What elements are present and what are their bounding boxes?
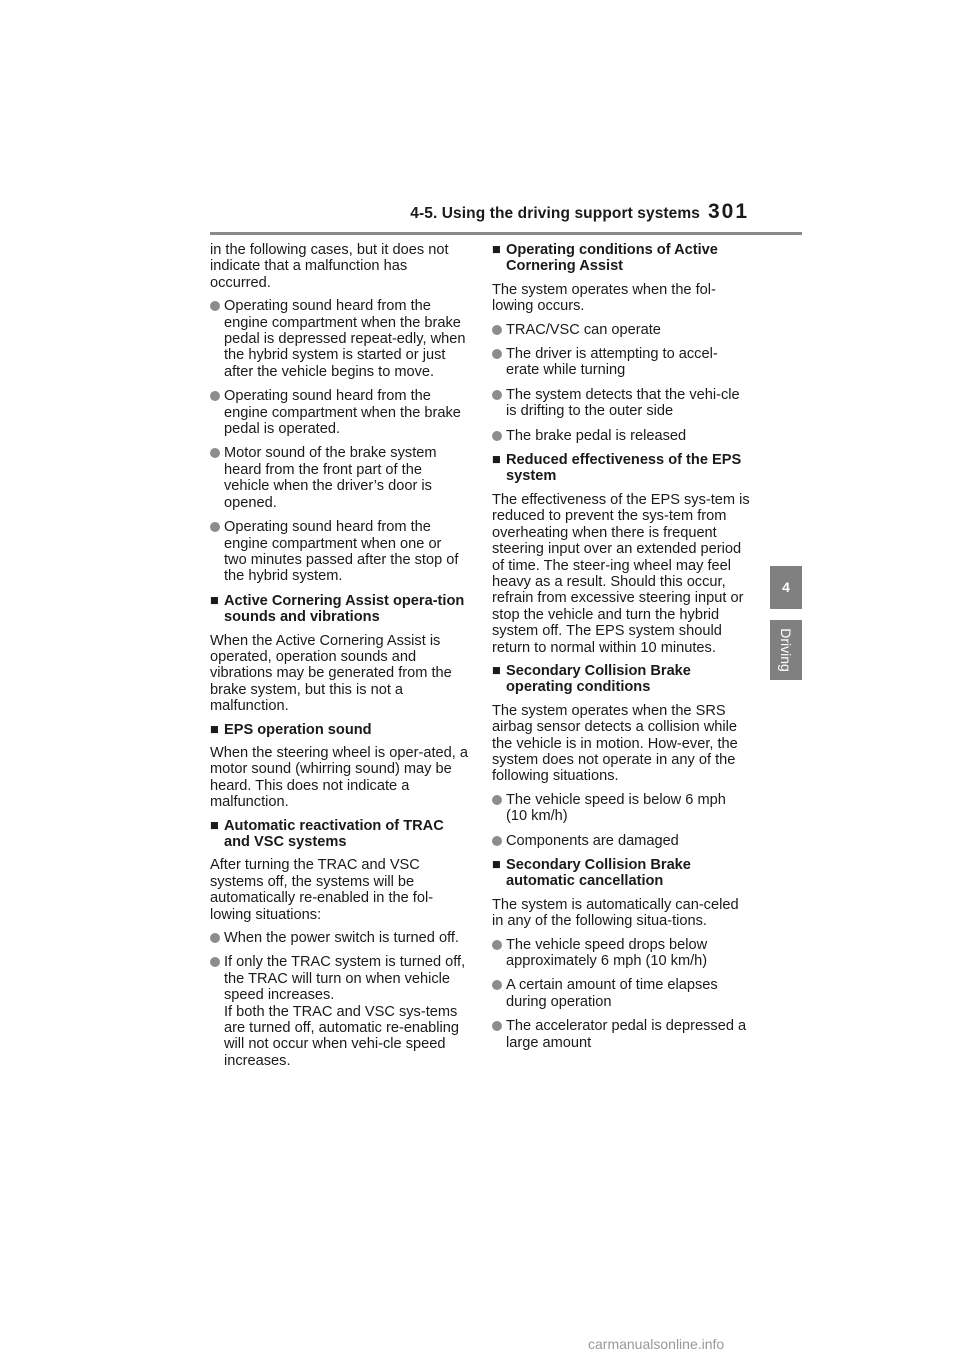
bullet-icon: [492, 349, 502, 359]
chapter-tab-label: [770, 620, 802, 680]
bullet-icon: [492, 325, 502, 335]
square-marker-icon: ■: [210, 817, 219, 834]
header-divider: [210, 232, 802, 235]
section-heading: ■ Secondary Collision Brake automatic cancellation: [492, 857, 691, 890]
body-paragraph: When the Active Cornering Assist is operated, operation sounds and vibrations may be generated from the brake system, but this is not a malfunction.: [210, 632, 452, 715]
body-paragraph: After turning the TRAC and VSC systems off, the systems will be automatically re-enabled in the fol-lowing situations:: [210, 857, 434, 923]
bullet-icon: [492, 795, 502, 805]
list-item: Components are damaged: [492, 833, 750, 849]
bullet-icon: [210, 957, 220, 967]
section-heading: ■ Active Cornering Assist opera-tion sounds and vibrations: [210, 592, 465, 626]
list-item: A certain amount of time elapses during operation: [492, 977, 750, 1010]
list-item: Operating sound heard from the engine compartment when one or two minutes passed after the stop of the hybrid system.: [210, 519, 468, 585]
intro-paragraph: in the following cases, but it does not indicate that a malfunction has occurred.: [210, 242, 449, 291]
list-item: Operating sound heard from the engine compartment when the brake pedal is operated.: [210, 388, 468, 437]
list-item: TRAC/VSC can operate: [492, 322, 750, 338]
body-paragraph: The system is automatically can-celed in any of the following situa-tions.: [492, 896, 739, 930]
bullet-icon: [210, 933, 220, 943]
body-paragraph: The system operates when the fol-lowing occurs.: [492, 281, 716, 315]
list-item: Motor sound of the brake system heard from the front part of the vehicle when the driver’s door is opened.: [210, 445, 468, 511]
list-item: The accelerator pedal is depressed a large amount: [492, 1018, 750, 1051]
square-marker-icon: ■: [210, 592, 219, 609]
bullet-icon: [210, 448, 220, 458]
list-item: The vehicle speed is below 6 mph (10 km/h): [492, 792, 750, 825]
square-marker-icon: ■: [492, 662, 501, 679]
section-heading: ■ Operating conditions of Active Cornering Assist: [492, 242, 718, 275]
section-heading: ■ Secondary Collision Brake operating conditions: [492, 662, 691, 696]
bullet-icon: [492, 431, 502, 441]
right-column: [492, 242, 750, 1059]
chapter-tab-number: 4: [770, 566, 802, 609]
section-heading: ■ Automatic reactivation of TRAC and VSC systems: [210, 817, 444, 850]
bullet-icon: [492, 836, 502, 846]
section-title: 4-5. Using the driving support systems: [410, 205, 700, 222]
list-item: The brake pedal is released: [492, 428, 750, 444]
bullet-icon: [492, 390, 502, 400]
list-item: The vehicle speed drops below approximately 6 mph (10 km/h): [492, 937, 750, 970]
bullet-icon: [492, 1021, 502, 1031]
section-heading: ■ Reduced effectiveness of the EPS system: [492, 452, 742, 485]
list-item: If only the TRAC system is turned off, the TRAC will turn on when vehicle speed increases. If both the TRAC and VSC sys-tems are turned off, automatic re-enabling will not occur when vehi-cle speed increases.: [210, 954, 468, 1069]
list-item: The driver is attempting to accel-erate while turning: [492, 346, 750, 379]
square-marker-icon: ■: [210, 721, 219, 738]
chapter-tab-label-text: Driving: [778, 628, 794, 672]
bullet-icon: [210, 522, 220, 532]
body-paragraph: The effectiveness of the EPS sys-tem is reduced to prevent the sys-tem from overheating when there is frequent steering input over an extended period of time. The steer-ing wheel may feel heavy as a result. Should this occur, refrain from excessive steering input or stop the vehicle and turn the hybrid system off. The EPS system should return to normal within 10 minutes.: [492, 491, 750, 656]
bullet-icon: [492, 980, 502, 990]
body-paragraph: The system operates when the SRS airbag sensor detects a collision while the vehicle is in motion. How-ever, the system does not operate in any of the following situations.: [492, 702, 738, 785]
list-item: When the power switch is turned off.: [210, 930, 468, 946]
list-item: The system detects that the vehi-cle is drifting to the outer side: [492, 387, 750, 420]
section-heading: ■ EPS operation sound: [210, 721, 372, 738]
bullet-icon: [492, 940, 502, 950]
square-marker-icon: ■: [492, 452, 501, 469]
watermark-link[interactable]: carmanualsonline.info: [588, 1336, 725, 1352]
square-marker-icon: ■: [492, 857, 501, 873]
square-marker-icon: ■: [492, 242, 501, 258]
body-paragraph: When the steering wheel is oper-ated, a motor sound (whirring sound) may be heard. This does not indicate a malfunction.: [210, 744, 468, 811]
bullet-icon: [210, 301, 220, 311]
bullet-icon: [210, 391, 220, 401]
page-number: 301: [708, 200, 750, 223]
list-item: Operating sound heard from the engine compartment when the brake pedal is depressed repeat-edly, when the hybrid system is started or just after the vehicle begins to move.: [210, 298, 468, 380]
left-column: [210, 242, 468, 1077]
